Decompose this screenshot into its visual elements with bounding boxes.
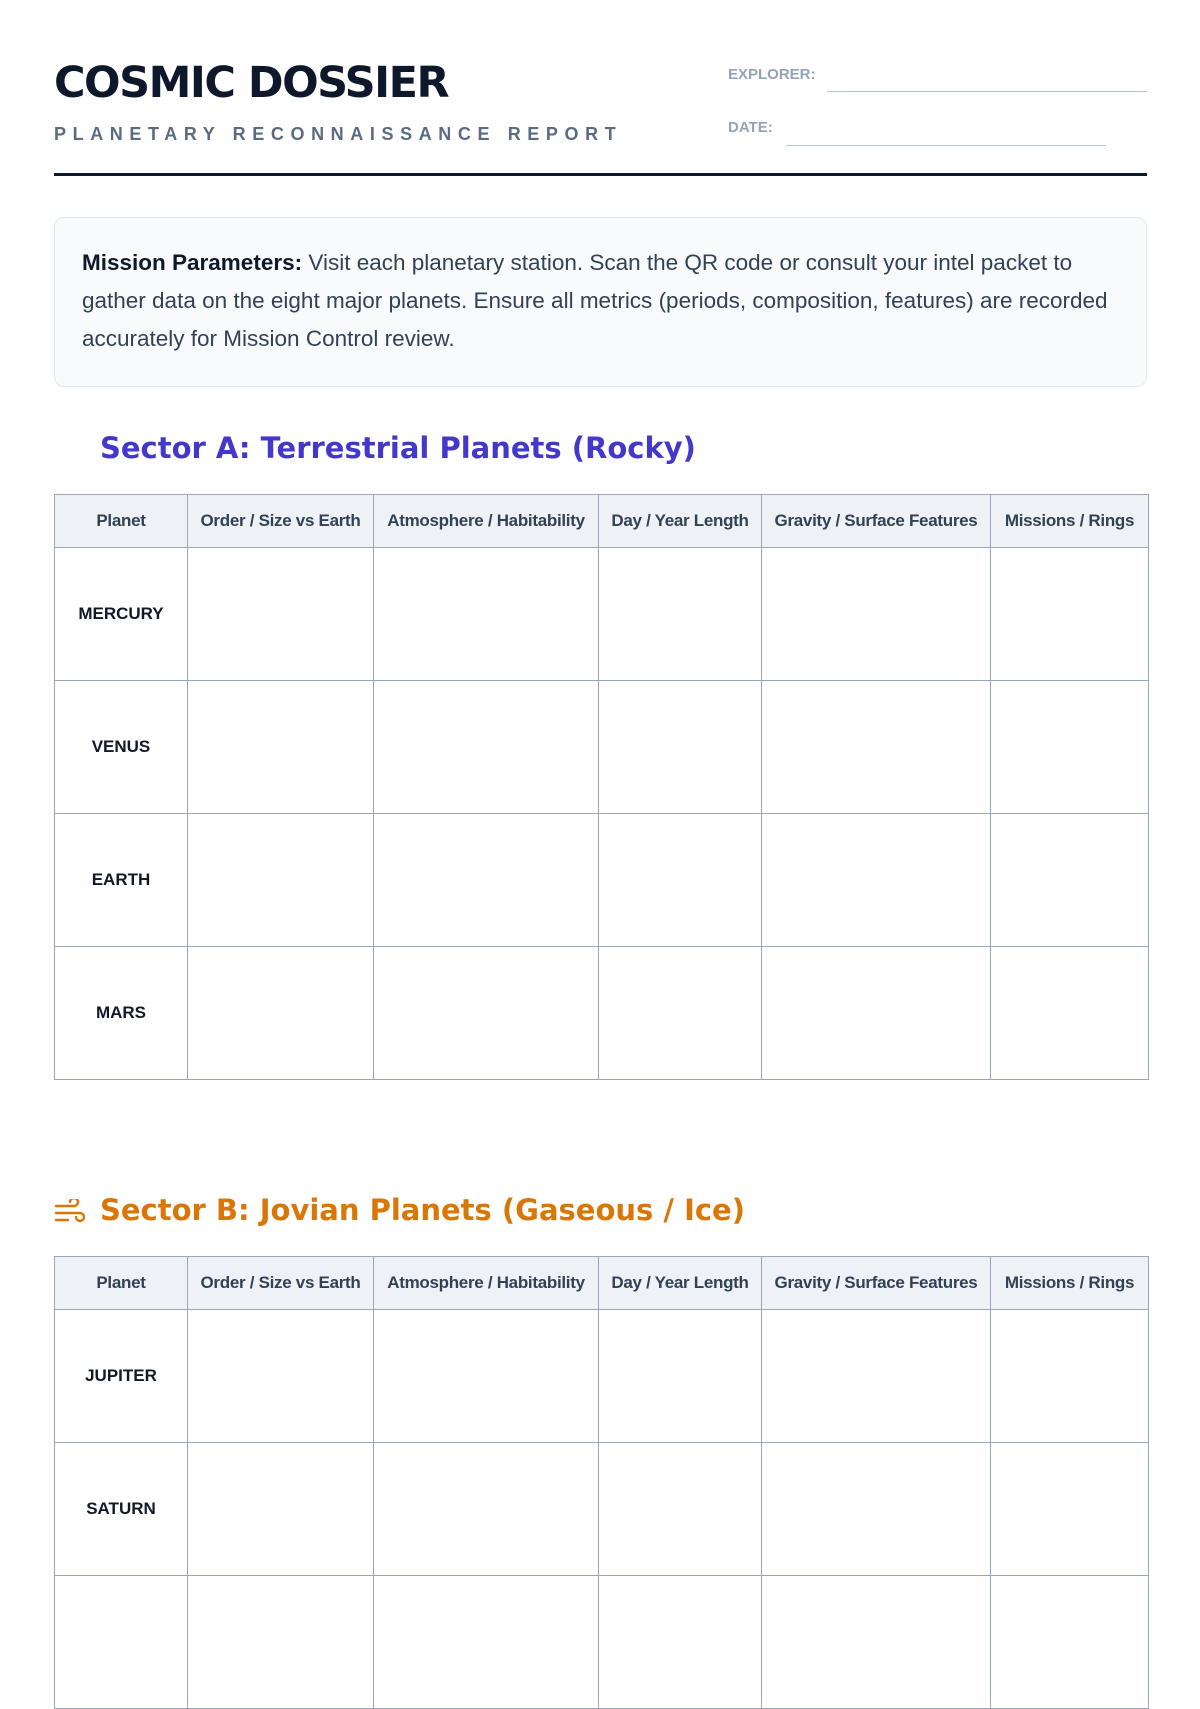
planet-name: VENUS xyxy=(55,681,188,814)
answer-cell[interactable] xyxy=(991,681,1149,814)
sector-b-table xyxy=(54,1256,1149,1709)
column-header: Gravity / Surface Features xyxy=(762,495,991,548)
column-header: Gravity / Surface Features xyxy=(762,1257,991,1310)
table-row xyxy=(55,1576,1149,1709)
column-header: Order / Size vs Earth xyxy=(188,495,374,548)
answer-cell[interactable] xyxy=(762,1576,991,1709)
column-header: Missions / Rings xyxy=(991,495,1149,548)
planet-name xyxy=(55,1576,188,1709)
date-label: DATE: xyxy=(728,119,773,136)
column-header: Planet xyxy=(55,1257,188,1310)
mission-parameters-box xyxy=(54,217,1147,387)
answer-cell[interactable] xyxy=(762,548,991,681)
answer-cell[interactable] xyxy=(991,1576,1149,1709)
sector-a-title: Sector A: Terrestrial Planets (Rocky) xyxy=(100,431,696,465)
table-row xyxy=(55,947,1149,1080)
answer-cell[interactable] xyxy=(599,548,762,681)
wind-icon xyxy=(54,1199,86,1227)
table-row xyxy=(55,548,1149,681)
answer-cell[interactable] xyxy=(991,1443,1149,1576)
page-subtitle: PLANETARY RECONNAISSANCE REPORT xyxy=(54,124,623,144)
explorer-field[interactable] xyxy=(827,91,1147,92)
answer-cell[interactable] xyxy=(762,1310,991,1443)
answer-cell[interactable] xyxy=(991,1310,1149,1443)
answer-cell[interactable] xyxy=(188,1443,374,1576)
planet-name: MARS xyxy=(55,947,188,1080)
answer-cell[interactable] xyxy=(762,814,991,947)
answer-cell[interactable] xyxy=(762,947,991,1080)
planet-name: MERCURY xyxy=(55,548,188,681)
column-header: Planet xyxy=(55,495,188,548)
column-header: Day / Year Length xyxy=(599,495,762,548)
explorer-label: EXPLORER: xyxy=(728,66,816,83)
column-header: Atmosphere / Habitability xyxy=(374,1257,599,1310)
answer-cell[interactable] xyxy=(599,1310,762,1443)
answer-cell[interactable] xyxy=(599,947,762,1080)
planet-name: EARTH xyxy=(55,814,188,947)
table-row xyxy=(55,814,1149,947)
answer-cell[interactable] xyxy=(599,681,762,814)
planet-name: JUPITER xyxy=(55,1310,188,1443)
planet-name: SATURN xyxy=(55,1443,188,1576)
column-header: Atmosphere / Habitability xyxy=(374,495,599,548)
mission-text: Visit each planetary station. Scan the QR code or consult your intel packet to gather data on the eight major planets. Ensure all metrics (periods, composition, features) are recorded accurately for Mission Control review. xyxy=(82,250,1108,351)
page-title: COSMIC DOSSIER xyxy=(54,58,449,108)
answer-cell[interactable] xyxy=(374,947,599,1080)
table-row xyxy=(55,1443,1149,1576)
answer-cell[interactable] xyxy=(374,548,599,681)
answer-cell[interactable] xyxy=(991,548,1149,681)
answer-cell[interactable] xyxy=(762,681,991,814)
answer-cell[interactable] xyxy=(599,1576,762,1709)
answer-cell[interactable] xyxy=(762,1443,991,1576)
table-header-row xyxy=(55,495,1149,548)
answer-cell[interactable] xyxy=(188,681,374,814)
answer-cell[interactable] xyxy=(991,814,1149,947)
worksheet-page xyxy=(54,0,1147,1518)
answer-cell[interactable] xyxy=(188,548,374,681)
column-header: Day / Year Length xyxy=(599,1257,762,1310)
answer-cell[interactable] xyxy=(599,814,762,947)
column-header: Missions / Rings xyxy=(991,1257,1149,1310)
sector-b-title: Sector B: Jovian Planets (Gaseous / Ice) xyxy=(100,1193,745,1227)
date-field[interactable] xyxy=(786,145,1106,146)
sector-a-table xyxy=(54,494,1149,1080)
answer-cell[interactable] xyxy=(599,1443,762,1576)
answer-cell[interactable] xyxy=(991,947,1149,1080)
table-row xyxy=(55,1310,1149,1443)
table-row xyxy=(55,681,1149,814)
answer-cell[interactable] xyxy=(374,814,599,947)
answer-cell[interactable] xyxy=(188,947,374,1080)
answer-cell[interactable] xyxy=(188,1576,374,1709)
table-header-row xyxy=(55,1257,1149,1310)
answer-cell[interactable] xyxy=(374,1576,599,1709)
answer-cell[interactable] xyxy=(374,1310,599,1443)
answer-cell[interactable] xyxy=(188,1310,374,1443)
mission-label: Mission Parameters: xyxy=(82,250,303,275)
column-header: Order / Size vs Earth xyxy=(188,1257,374,1310)
page-header xyxy=(54,0,1147,176)
answer-cell[interactable] xyxy=(188,814,374,947)
answer-cell[interactable] xyxy=(374,1443,599,1576)
answer-cell[interactable] xyxy=(374,681,599,814)
